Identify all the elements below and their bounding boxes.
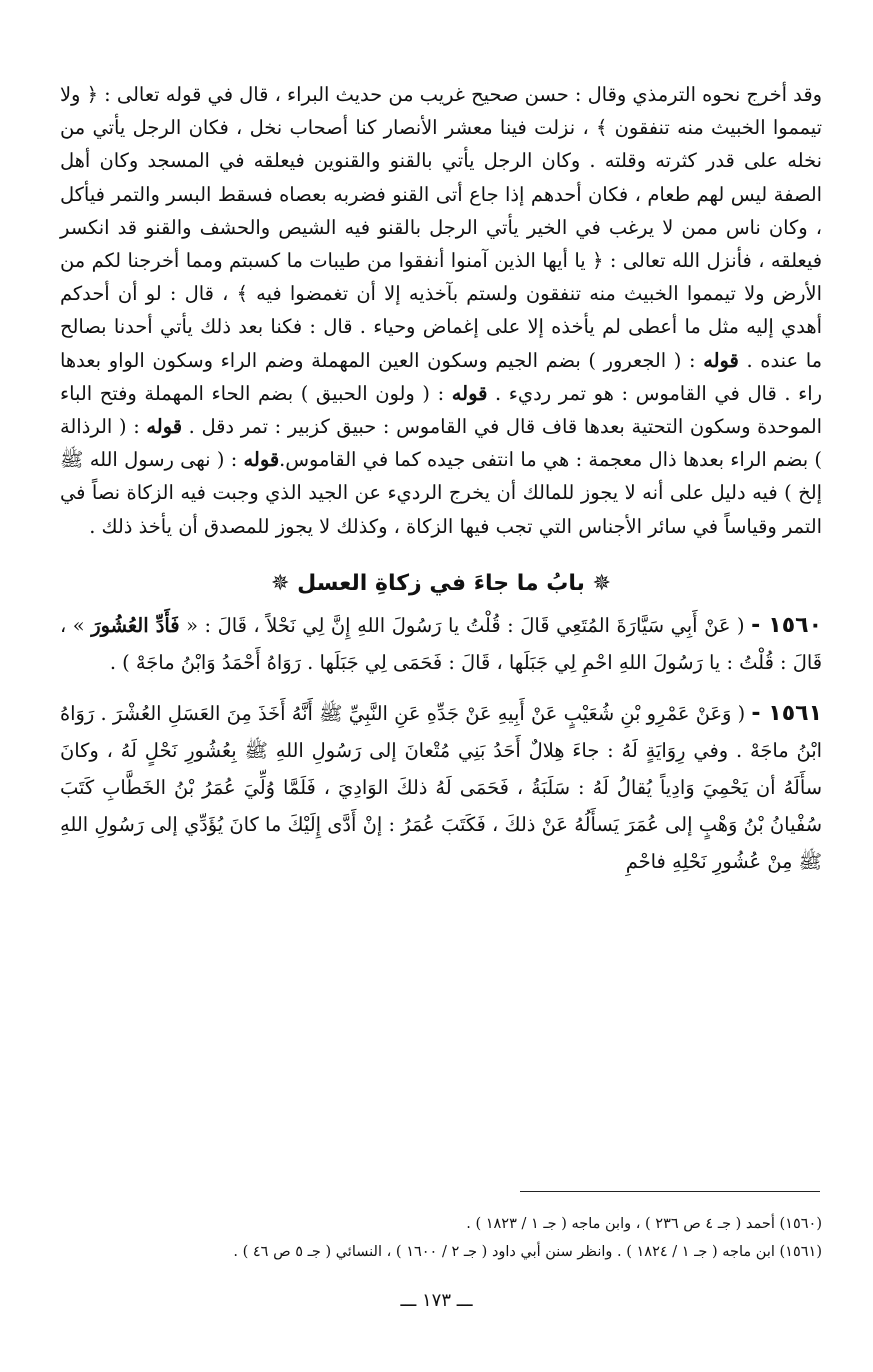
chapter-title: ✵ بابُ ما جاءَ في زكاةِ العسل ✵ (271, 570, 611, 596)
footnote: (١٥٦١) ابن ماجه ( جـ ١ / ١٨٢٤ ) . وانظر سنن أبي داود ( جـ ٢ / ١٦٠٠ ) ، النسائي ( جـ ٥ ص ٤٦ ) . (233, 1244, 822, 1260)
commentary-text (60, 78, 822, 543)
hadith-number: ١٥٦١ - (751, 700, 822, 726)
hadith-1560 (60, 607, 822, 681)
hadith-text: ( عَنْ أَبِي سَيَّارَةَ المُتَعِي قَالَ : قُلْتُ يا رَسُولَ اللهِ إِنَّ لِي نَحْلاً ، قَالَ : « (186, 613, 745, 637)
commentary-habiq: : ( ولون الحبيق ) بضم الحاء المهملة وفتح الباء الموحدة وسكون التحتية بعدها قاف قال في القاموس : حبيق كزبير : تمر دقل . (60, 381, 822, 439)
hadith-text: » ، قَالَ : قُلْتُ : يا رَسُولَ اللهِ احْمِ لِي جَبَلَها ، قَالَ : فَحَمَى لِي جَبَلَها . رَوَاهُ أَحْمَدُ وَابْنُ ماجَهْ ) . (60, 613, 822, 674)
hadith-emphasis: فَأَدِّ العُشُورَ (91, 613, 180, 637)
hadith-text: ( وَعَنْ عَمْرِو بْنِ شُعَيْبٍ عَنْ أَبِيهِ عَنْ جَدِّهِ عَنِ النَّبِيِّ ﷺ أَنَّهُ أَخَذَ مِنَ العَسَلِ العُشْرَ . رَوَاهُ ابْنُ ماجَهْ . وفي رِوَايَةٍ لَهُ : جاءَ هِلالٌ أَحَدُ بَنِي مُتْعانَ إلى رَسُولِ اللهِ ﷺ بِعُشُورِ نَحْلٍ لَهُ ، وكانَ سأَلَهُ أن يَحْمِيَ وَادِياً يُقالُ لَهُ : سَلَبَةُ ، فَحَمَى لَهُ ذلكَ الوَادِيَ ، فَلَمَّا وُلِّيَ عُمَرُ بْنُ الخَطَّابِ كَتَبَ سُفْيانُ بْنُ وَهْبٍ إلى عُمَرَ يَسأَلُهُ عَنْ ذلكَ ، فَكَتَبَ عُمَرُ : إنْ أَدَّى إِلَيْكَ ما كانَ يُؤَدِّي إلى رَسُولِ اللهِ ﷺ مِنْ عُشُورِ نَحْلِهِ فاحْمِ (60, 701, 822, 873)
commentary-paragraph: وقد أخرج نحوه الترمذي وقال : حسن صحيح غريب من حديث البراء ، قال في قوله تعالى : ﴿ ولا تيمموا الخبيث منه تنفقون ﴾ ، نزلت فينا معشر الأنصار كنا أصحاب نخل ، فكان الرجل يأتي من نخله على قدر كثرته وقلته . وكان الرجل يأتي بالقنو والقنوين فيعلقه في المسجد وكان أهل الصفة ليس لهم طعام ، فكان أحدهم إذا جاع أتى القنو فضربه بعصاه فسقط البسر والتمر فيأكل ، وكان ناس ممن لا يرغب في الخير يأتي الرجل بالقنو فيه الشيص والحشف والقنو قد انكسر فيعلقه ، فأنزل الله تعالى : ﴿ يا أيها الذين آمنوا أنفقوا من طيبات ما كسبتم ومما أخرجنا لكم من الأرض ولا تيمموا الخبيث منه تنفقون ولستم بآخذيه إلا أن تغمضوا فيه ﴾ ، قال : لو أن أحدكم أهدي إليه مثل ما أعطى لم يأخذه إلا على إغماض وحياء . قال : فكنا بعد ذلك يأتي أحدنا بصالح ما عنده . (60, 83, 822, 372)
hadith-number: ١٥٦٠ - (751, 612, 822, 638)
keyword-qawluhu: قوله (451, 381, 488, 405)
page-number: ـــ ١٧٣ ـــ (400, 1290, 473, 1311)
commentary-jaarour: : ( الجعرور ) بضم الجيم وسكون العين المهملة وضم الراء وسكون الواو بعدها راء . قال في القاموس : هو تمر رديء . (60, 348, 822, 405)
footnotes (60, 1210, 822, 1266)
footnote-separator (520, 1191, 820, 1192)
keyword-qawluhu: قوله (146, 415, 182, 439)
hadith-1561 (60, 695, 822, 880)
commentary-rudhala: : ( الرذالة ) بضم الراء بعدها ذال معجمة : هي ما انتفى جيده كما في القاموس. (60, 415, 822, 472)
footnote: (١٥٦٠) أحمد ( جـ ٤ ص ٢٣٦ ) ، وابن ماجه ( جـ ١ / ١٨٢٣ ) . (466, 1216, 822, 1232)
keyword-qawluhu: قوله (243, 448, 280, 472)
commentary-ruling: : ( نهى رسول الله ﷺ إلخ ) فيه دليل على أنه لا يجوز للمالك أن يخرج الرديء عن الجيد الذي وجبت فيه الزكاة نصاً في التمر وقياساً في سائر الأجناس التي تجب فيها الزكاة ، وكذلك لا يجوز للمصدق أن يأخذ ذلك . (60, 448, 822, 538)
keyword-qawluhu: قوله (703, 348, 739, 372)
page-body (60, 78, 822, 880)
